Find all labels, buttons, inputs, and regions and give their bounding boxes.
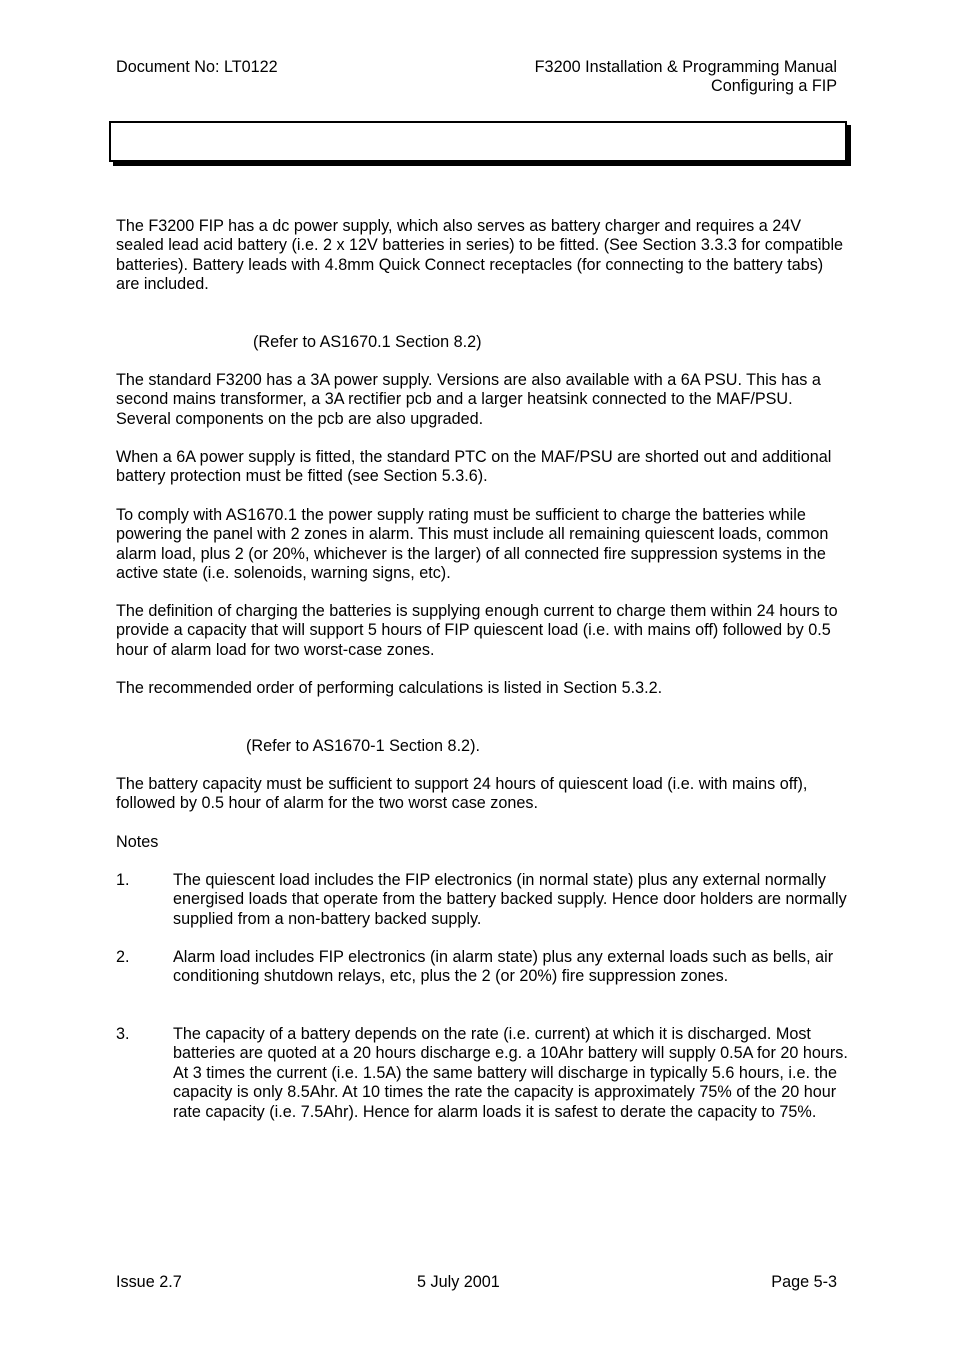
- footer-issue: Issue 2.7: [116, 1273, 182, 1291]
- notes-label: Notes: [116, 833, 159, 851]
- note-text: The quiescent load includes the FIP electronics (in normal state) plus any external normally energised loads that operate from the battery backed supply. Hence door holders are normally supplied from a non-battery backed supply.: [173, 871, 847, 928]
- manual-title: F3200 Installation & Programming Manual: [534, 58, 837, 76]
- psu-paragraph-4: The definition of charging the batteries is supplying enough current to charge them within 24 hours to provide a capacity that will support 5 hours of FIP quiescent load (i.e. with mains off) followed by 0.5 hour of alarm load for two worst-case zones.: [116, 602, 838, 659]
- intro-paragraph: The F3200 FIP has a dc power supply, which also serves as battery charger and requires a 24V sealed lead acid battery (i.e. 2 x 12V batteries in series) to be fitted. (See Section 3.3.3 for compatible batteries). Battery leads with 4.8mm Quick Connect receptacles (for connecting to the battery tabs) are included.: [116, 217, 844, 294]
- section-name: Configuring a FIP: [711, 77, 837, 96]
- note-number: 2.: [116, 948, 130, 966]
- document-number: Document No: LT0122: [116, 58, 278, 76]
- note-number: 1.: [116, 871, 130, 889]
- psu-reference: (Refer to AS1670.1 Section 8.2): [253, 333, 482, 351]
- battery-reference: (Refer to AS1670-1 Section 8.2).: [246, 737, 480, 755]
- note-text: The capacity of a battery depends on the rate (i.e. current) at which it is discharged. Most batteries are quoted at a 20 hours discharge e.g. a 10Ahr battery will supply 0.5A for 20 hours. At 3 times the current (i.e. 1.5A) the same battery will discharge in typically 5.6 hours, i.e. the capacity is only 8.5Ahr. At 10 times the rate the capacity is approximately 75% of the 20 hour rate capacity (i.e. 7.5Ahr). Hence for alarm loads it is safest to derate the capacity to 75%.: [173, 1025, 848, 1121]
- note-number: 3.: [116, 1025, 130, 1043]
- psu-paragraph-5: The recommended order of performing calculations is listed in Section 5.3.2.: [116, 679, 663, 697]
- note-text: Alarm load includes FIP electronics (in alarm state) plus any external loads such as bells, air conditioning shutdown relays, etc, plus the 2 (or 20%) fire suppression zones.: [173, 948, 834, 986]
- psu-paragraph-2: When a 6A power supply is fitted, the standard PTC on the MAF/PSU are shorted out and additional battery protection must be fitted (see Section 5.3.6).: [116, 448, 832, 486]
- psu-paragraph-3: To comply with AS1670.1 the power supply rating must be sufficient to charge the batteries while powering the panel with 2 zones in alarm. This must include all remaining quiescent loads, common alarm load, plus 2 (or 20%, whichever is the larger) of all connected fire suppression systems in the active state (i.e. solenoids, warning signs, etc).: [116, 506, 829, 583]
- manual-title-block: [535, 58, 837, 97]
- section-title-box: [109, 121, 847, 162]
- battery-paragraph: The battery capacity must be sufficient to support 24 hours of quiescent load (i.e. with mains off), followed by 0.5 hour of alarm for the two worst case zones.: [116, 775, 808, 813]
- footer-date: 5 July 2001: [417, 1273, 500, 1291]
- psu-paragraph-1: The standard F3200 has a 3A power supply. Versions are also available with a 6A PSU. This has a second mains transformer, a 3A rectifier pcb and a larger heatsink connected to the MAF/PSU. Several components on the pcb are also upgraded.: [116, 371, 821, 428]
- footer-page-number: Page 5-3: [771, 1273, 837, 1291]
